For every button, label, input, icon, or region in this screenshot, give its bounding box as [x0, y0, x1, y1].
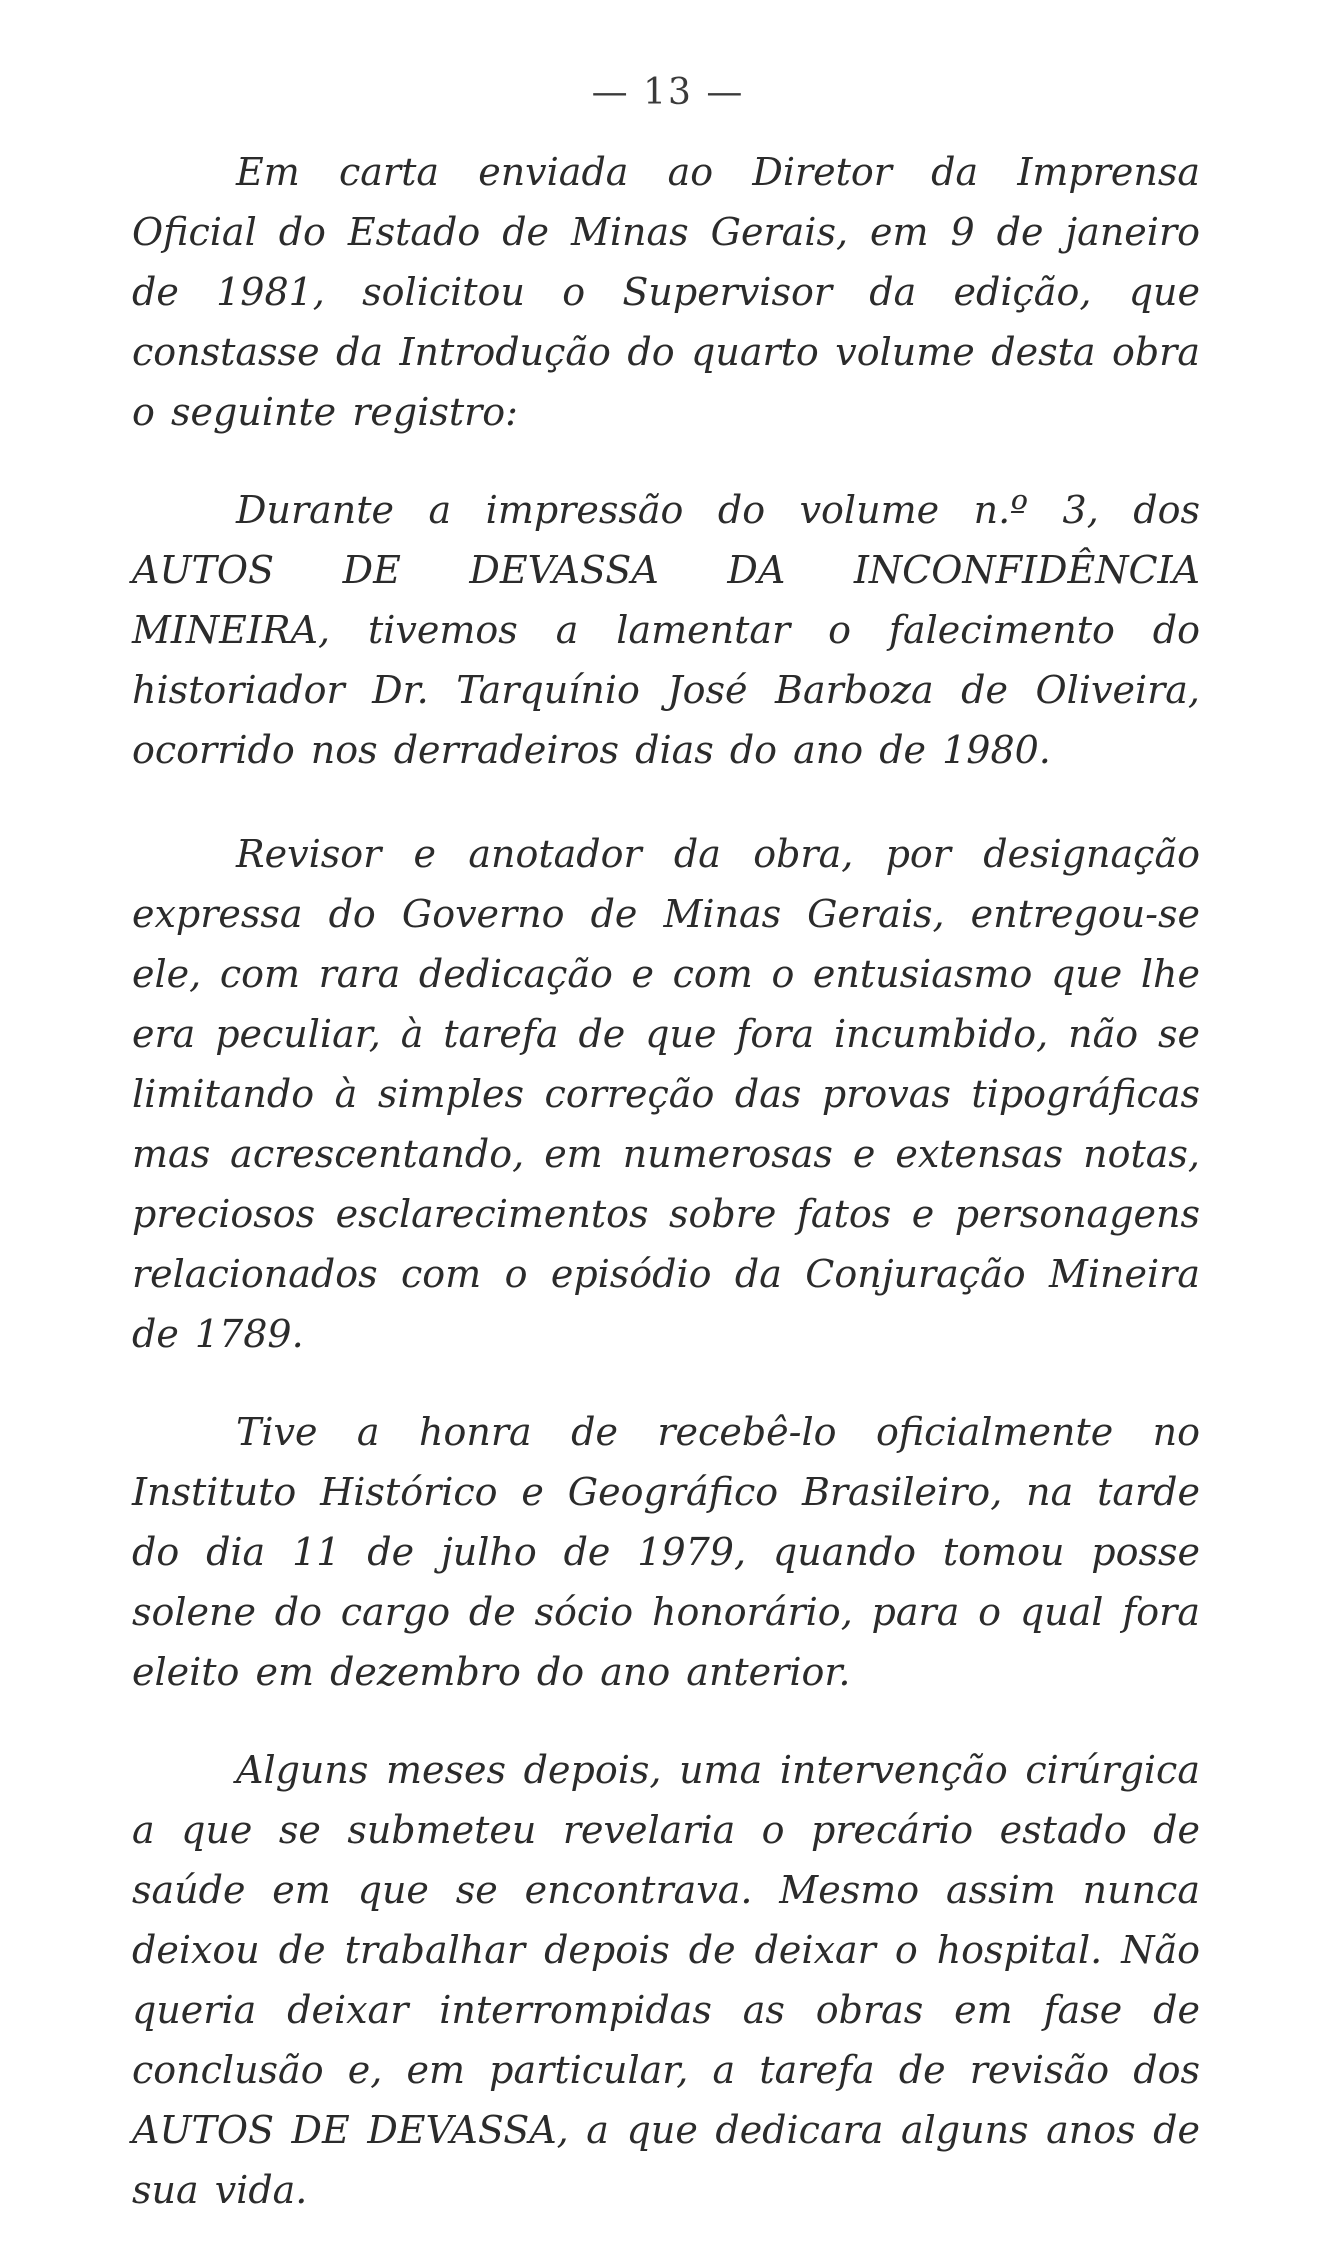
paragraph-honor-reception: Tive a honra de recebê-lo oficialmente no Instituto Histórico e Geográfico Brasileiro, na tarde do dia 11 de julho de 1979, quando tomou posse solene do cargo de sócio honorário, para o qual fora eleito em dezembro do ano anterior.: [132, 1410, 1200, 1694]
paragraph-letter-intro: Em carta enviada ao Diretor da Imprensa Oficial do Estado de Minas Gerais, em 9 de janeiro de 1981, solicitou o Supervisor da edição, que constasse da Introdução do quarto volume desta obra o seguinte registro:: [132, 150, 1200, 434]
paragraph-final-months: Alguns meses depois, uma intervenção cirúrgica a que se submeteu revelaria o precário estado de saúde em que se encontrava. Mesmo assim nunca deixou de trabalhar depois de deixar o hospital. Não queria deixar interrompidas as obras em fase de conclusão e, em particular, a tarefa de revisão dos AUTOS DE DEVASSA, a que dedicara alguns anos de sua vida.: [132, 1748, 1200, 2212]
paragraph-reviser-annotator: Revisor e anotador da obra, por designação expressa do Governo de Minas Gerais, entregou-se ele, com rara dedicação e com o entusiasmo que lhe era peculiar, à tarefa de que fora incumbido, não se limitando à simples correção das provas tipográficas mas acrescentando, em numerosas e extensas notas, preciosos esclarecimentos sobre fatos e personagens relacionados com o episódio da Conjuração Mineira de 1789.: [132, 832, 1200, 1356]
paragraph-quoted-registry: Durante a impressão do volume n.º 3, dos AUTOS DE DEVASSA DA INCONFIDÊNCIA MINEIRA, tivemos a lamentar o falecimento do historiador Dr. Tarquínio José Barboza de Oliveira, ocorrido nos derradeiros dias do ano de 1980.: [132, 488, 1200, 772]
body-text: [132, 142, 1200, 2258]
page-number: — 13 —: [591, 72, 745, 113]
